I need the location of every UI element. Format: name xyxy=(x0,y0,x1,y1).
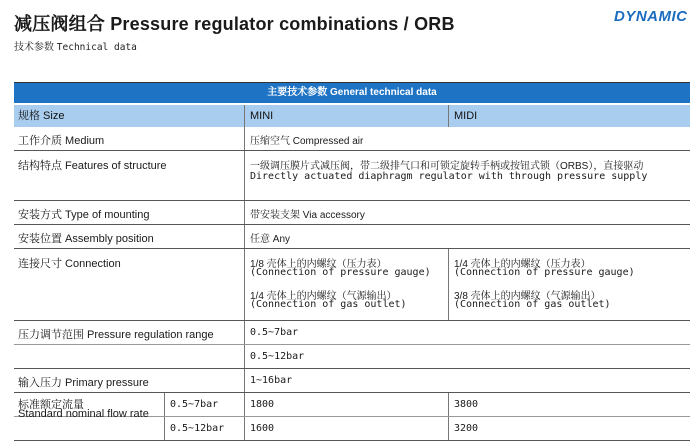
connection-midi-gauge-en: (Connection of pressure gauge) xyxy=(454,267,635,278)
column-divider xyxy=(448,105,449,127)
connection-midi-outlet: 3/8 壳体上的内螺纹（气源输出） xyxy=(454,291,601,302)
column-divider xyxy=(244,345,245,368)
primary-pressure-value: 1~16bar xyxy=(250,375,293,386)
column-divider xyxy=(448,249,449,320)
column-divider xyxy=(244,151,245,200)
table-row-medium xyxy=(14,127,690,151)
column-divider xyxy=(164,393,165,416)
connection-label: 连接尺寸 Connection xyxy=(18,258,121,270)
flow-sub-2: 0.5~12bar xyxy=(170,423,225,434)
pressure-range-value-2: 0.5~12bar xyxy=(250,351,305,362)
connection-midi-gauge: 1/4 壳体上的内螺纹（压力表） xyxy=(454,259,591,270)
header-mini: MINI xyxy=(250,110,274,122)
pressure-range-value-1: 0.5~7bar xyxy=(250,327,299,338)
column-divider xyxy=(244,249,245,320)
table-row-mounting xyxy=(14,201,690,225)
column-divider xyxy=(448,393,449,416)
pressure-range-label: 压力调节范围 Pressure regulation range xyxy=(18,329,214,341)
flow-mini-2: 1600 xyxy=(250,423,275,434)
column-divider xyxy=(244,201,245,224)
flow-label-en: Standard nominal flow rate xyxy=(18,408,149,420)
subtitle-en: Technical data xyxy=(56,42,137,53)
table-row-connection xyxy=(14,249,690,321)
position-label: 安装位置 Assembly position xyxy=(18,233,154,245)
page-subtitle xyxy=(14,38,137,53)
header-midi: MIDI xyxy=(454,110,478,122)
medium-label: 工作介质 Medium xyxy=(18,135,105,147)
flow-sub-1: 0.5~7bar xyxy=(170,399,219,410)
medium-value: 压缩空气 Compressed air xyxy=(250,136,364,147)
column-divider xyxy=(244,105,245,127)
column-divider xyxy=(244,127,245,150)
table-row-flow-2 xyxy=(14,417,690,441)
table-row-position xyxy=(14,225,690,249)
flow-midi-2: 3200 xyxy=(454,423,479,434)
connection-midi-outlet-en: (Connection of gas outlet) xyxy=(454,299,611,310)
table-row-primary-pressure xyxy=(14,369,690,393)
table-header-row xyxy=(14,103,690,127)
connection-mini-outlet: 1/4 壳体上的内螺纹（气源输出） xyxy=(250,291,397,302)
column-divider xyxy=(244,321,245,344)
mounting-value: 带安装支架 Via accessory xyxy=(250,210,365,221)
structure-value-en: Directly actuated diaphragm regulator with through pressure supply xyxy=(250,171,648,182)
connection-mini-gauge: 1/8 壳体上的内螺纹（压力表） xyxy=(250,259,387,270)
technical-data-table xyxy=(14,82,690,442)
table-banner: 主要技术参数 General technical data xyxy=(14,83,690,103)
subtitle-cn: 技术参数 xyxy=(14,42,54,53)
column-divider xyxy=(244,393,245,416)
brand-logo: DYNAMIC xyxy=(614,8,688,25)
column-divider xyxy=(448,417,449,440)
column-divider xyxy=(244,369,245,392)
connection-mini-outlet-en: (Connection of gas outlet) xyxy=(250,299,407,310)
table-row-pressure-range xyxy=(14,321,690,345)
mounting-label: 安装方式 Type of mounting xyxy=(18,209,150,221)
column-divider xyxy=(164,417,165,440)
table-row-pressure-range-2 xyxy=(14,345,690,369)
flow-midi-1: 3800 xyxy=(454,399,479,410)
structure-label: 结构特点 Features of structure xyxy=(18,160,167,172)
flow-label-cn: 标准额定流量 xyxy=(18,399,84,411)
column-divider xyxy=(244,225,245,248)
flow-mini-1: 1800 xyxy=(250,399,275,410)
position-value: 任意 Any xyxy=(250,234,291,245)
structure-value-cn: 一级调压膜片式减压阀，带二级排气口和可锁定旋转手柄或按钮式锁（ORBS），直接驱动 xyxy=(250,161,644,172)
primary-pressure-label: 输入压力 Primary pressure xyxy=(18,377,149,389)
page-title: 减压阀组合 Pressure regulator combinations / ORB xyxy=(14,14,455,34)
table-row-structure xyxy=(14,151,690,201)
connection-mini-gauge-en: (Connection of pressure gauge) xyxy=(250,267,431,278)
column-divider xyxy=(244,417,245,440)
table-row-flow-1 xyxy=(14,393,690,420)
header-size: 规格 Size xyxy=(18,110,65,122)
